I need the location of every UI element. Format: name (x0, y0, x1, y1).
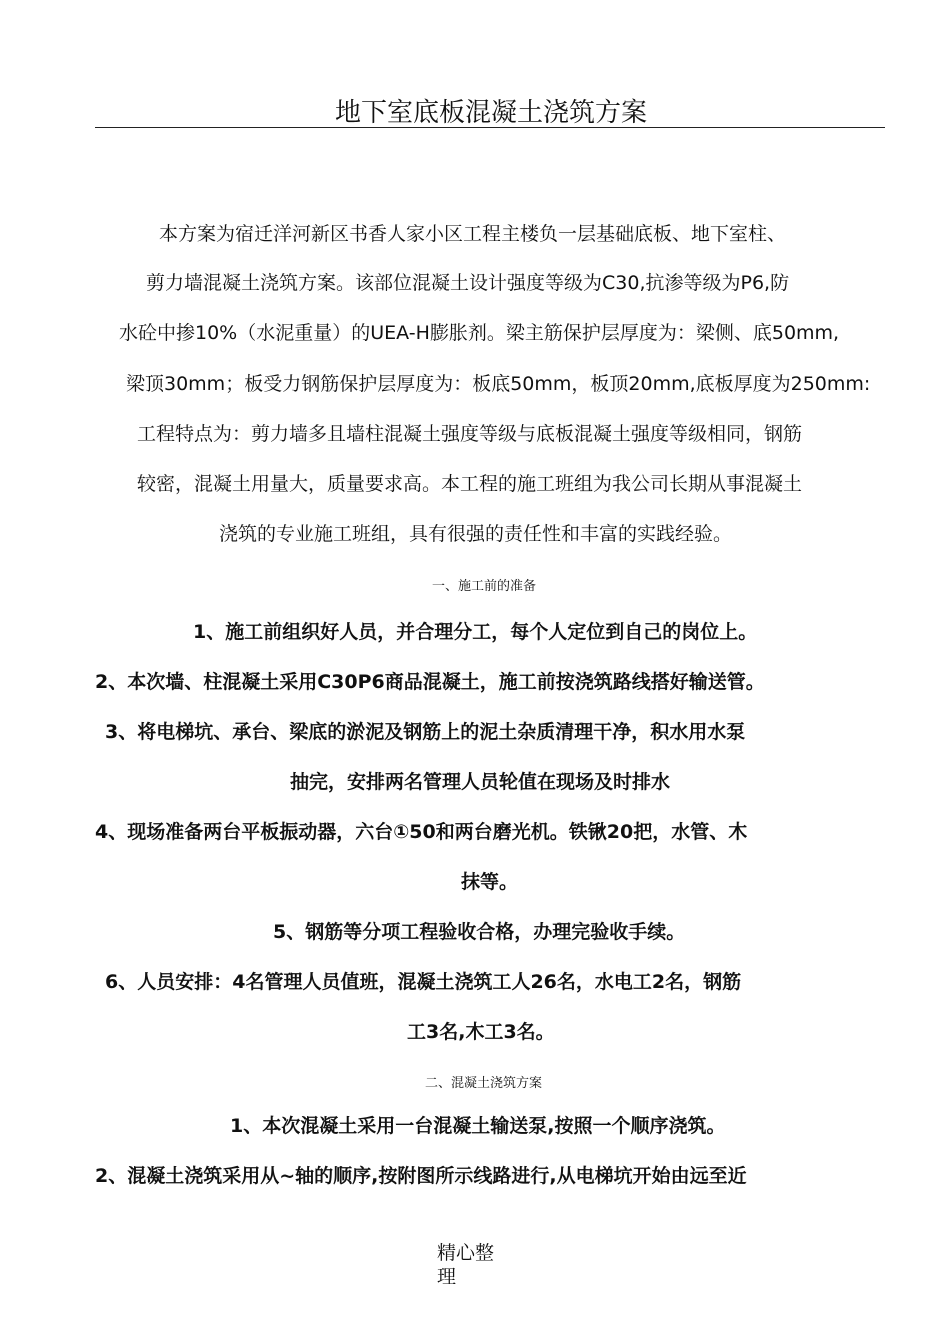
intro-line-4: 梁顶30mm；板受力钢筋保护层厚度为：板底50mm，板顶20mm,底板厚度为250mm: (126, 373, 871, 395)
section-1-item-3: 3、将电梯坑、承台、梁底的淤泥及钢筋上的泥土杂质清理干净，积水用水泵 (105, 721, 746, 743)
intro-line-6: 较密，混凝土用量大，质量要求高。本工程的施工班组为我公司长期从事混凝土 (137, 473, 803, 495)
intro-line-2: 剪力墙混凝土浇筑方案。该部位混凝土设计强度等级为C30,抗渗等级为P6,防 (146, 272, 790, 294)
section-2-item-2: 2、混凝土浇筑采用从~轴的顺序,按附图所示线路进行,从电梯坑开始由远至近 (95, 1165, 747, 1187)
section-1-item-6-cont: 工3名,木工3名。 (407, 1021, 555, 1043)
section-1-item-3-cont: 抽完，安排两名管理人员轮值在现场及时排水 (290, 771, 671, 793)
section-1-item-6: 6、人员安排：4名管理人员值班，混凝土浇筑工人26名，水电工2名，钢筋 (105, 971, 742, 993)
section-1-item-1: 1、施工前组织好人员，并合理分工，每个人定位到自己的岗位上。 (193, 621, 758, 643)
section-2-heading: 二、混凝土浇筑方案 (425, 1076, 543, 1091)
footer-line-2: 理 (437, 1266, 457, 1288)
section-2-item-1: 1、本次混凝土采用一台混凝土输送泵,按照一个顺序浇筑。 (230, 1115, 726, 1137)
section-1-item-4-cont: 抹等。 (461, 871, 519, 893)
section-1-item-5: 5、钢筋等分项工程验收合格，办理完验收手续。 (273, 921, 686, 943)
section-1-item-2: 2、本次墙、柱混凝土采用C30P6商品混凝土，施工前按浇筑路线搭好输送管。 (95, 671, 765, 693)
document-title: 地下室底板混凝土浇筑方案 (334, 98, 647, 128)
intro-line-3: 水砼中掺10%（水泥重量）的UEA-H膨胀剂。梁主筋保护层厚度为：梁侧、底50mm, (119, 322, 840, 344)
intro-line-7: 浇筑的专业施工班组，具有很强的责任性和丰富的实践经验。 (219, 523, 733, 545)
footer-line-1: 精心整 (437, 1242, 495, 1264)
section-1-heading: 一、施工前的准备 (432, 579, 537, 594)
title-underline (95, 127, 885, 128)
section-1-item-4: 4、现场准备两台平板振动器，六台①50和两台磨光机。铁锹20把，水管、木 (95, 821, 748, 843)
intro-line-1: 本方案为宿迁洋河新区书香人家小区工程主楼负一层基础底板、地下室柱、 (159, 223, 787, 245)
intro-line-5: 工程特点为：剪力墙多且墙柱混凝土强度等级与底板混凝土强度等级相同，钢筋 (137, 423, 803, 445)
